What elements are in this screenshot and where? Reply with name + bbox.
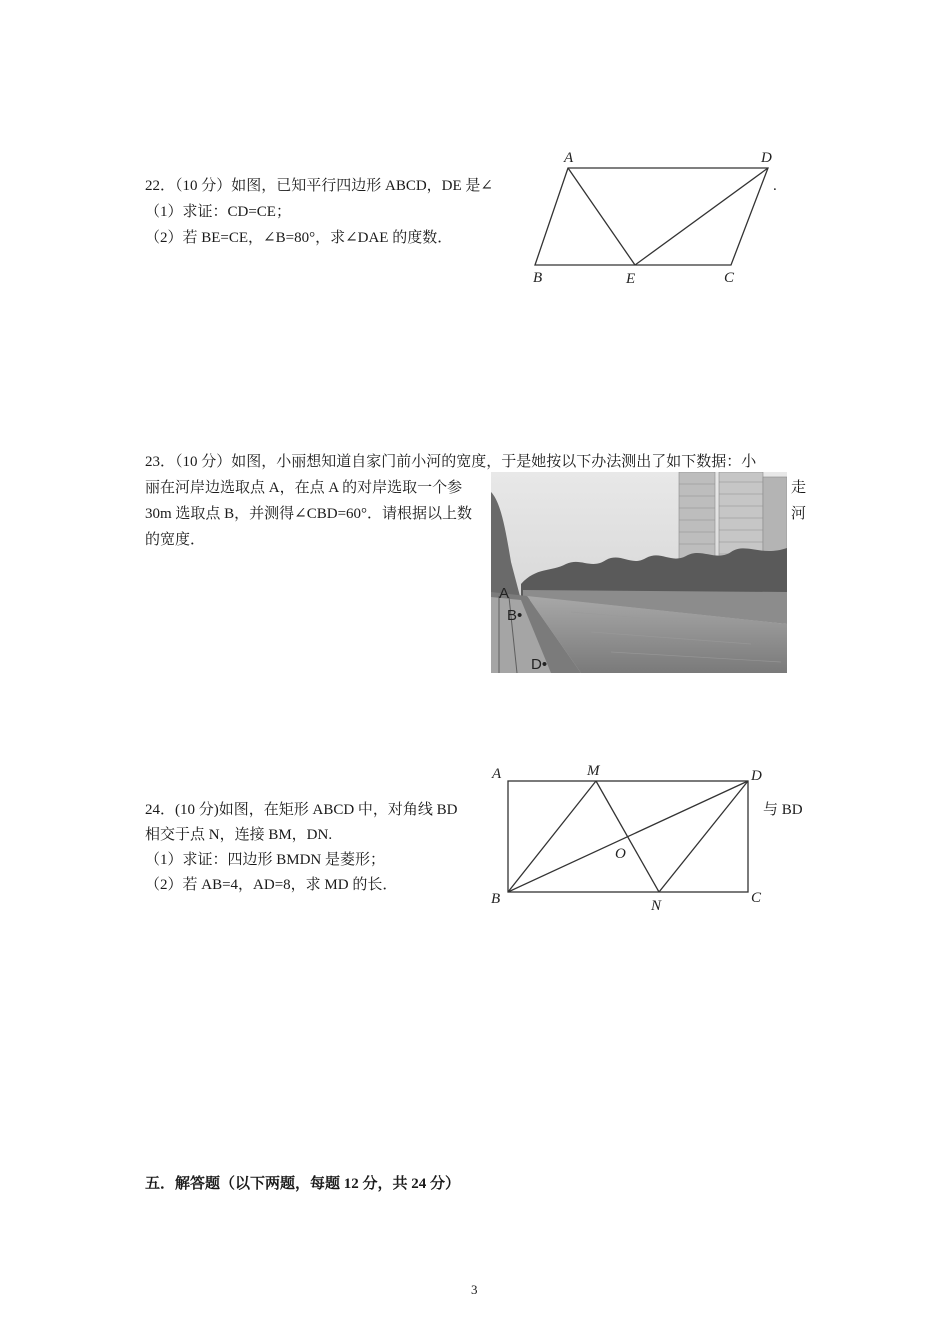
q23-line2-tail: 走 <box>791 480 807 496</box>
q23-line4: 的宽度． <box>145 532 206 548</box>
q22-line2: （1）求证：CD=CE； <box>145 204 291 220</box>
q24-line4: （2）若 AB=4，AD=8，求 MD 的长． <box>145 877 398 893</box>
q23-line3-tail: 河 <box>791 506 807 522</box>
parallelogram-abcd <box>535 168 768 265</box>
q22-line3: （2）若 BE=CE，∠B=80°，求∠DAE 的度数． <box>145 230 453 246</box>
q23-line3: 30m 选取点 B，并测得∠CBD=60°．请根据以上数 <box>145 506 473 522</box>
photo-label-b: B• <box>507 607 523 624</box>
label-m: M <box>587 763 600 779</box>
segment-mn <box>596 781 659 892</box>
photo-label-d: D• <box>531 656 548 673</box>
q22-parallelogram-figure <box>528 148 788 290</box>
q22-line1: 22．（10 分）如图，已知平行四边形 ABCD，DE 是∠ <box>145 178 493 194</box>
q22-line1-tail: . <box>773 178 777 194</box>
river-photo-illustration <box>491 472 787 673</box>
section-5-heading: 五．解答题（以下两题，每题 12 分，共 24 分） <box>145 1176 461 1192</box>
segment-ae <box>568 168 635 265</box>
q23-line2: 丽在河岸边选取点 A，在点 A 的对岸选取一个参 <box>145 480 463 496</box>
q24-rectangle-figure <box>486 760 776 915</box>
q23-line1: 23．（10 分）如图，小丽想知道自家门前小河的宽度，于是她按以下办法测出了如下数据：小 <box>145 454 757 470</box>
q24-line3: （1）求证：四边形 BMDN 是菱形； <box>145 852 386 868</box>
label-a: A <box>492 766 502 782</box>
label-b: B <box>533 270 543 286</box>
label-c: C <box>751 890 762 906</box>
label-b: B <box>491 891 501 907</box>
label-c: C <box>724 270 735 286</box>
q24-line1-tail: 与 BD <box>763 802 803 818</box>
label-o: O <box>615 846 626 862</box>
label-d: D <box>761 150 772 166</box>
label-d: D <box>751 768 762 784</box>
segment-de <box>635 168 768 265</box>
page-number: 3 <box>471 1282 478 1297</box>
q24-line2: 相交于点 N，连接 BM，DN. <box>145 827 333 843</box>
label-n: N <box>651 898 662 914</box>
q24-line1: 24．(10 分)如图，在矩形 ABCD 中，对角线 BD <box>145 802 458 818</box>
river-photo <box>491 472 787 673</box>
photo-label-a: A <box>499 585 510 602</box>
segment-bm <box>508 781 596 892</box>
label-e: E <box>626 271 636 287</box>
segment-nd <box>659 781 748 892</box>
label-a: A <box>564 150 574 166</box>
